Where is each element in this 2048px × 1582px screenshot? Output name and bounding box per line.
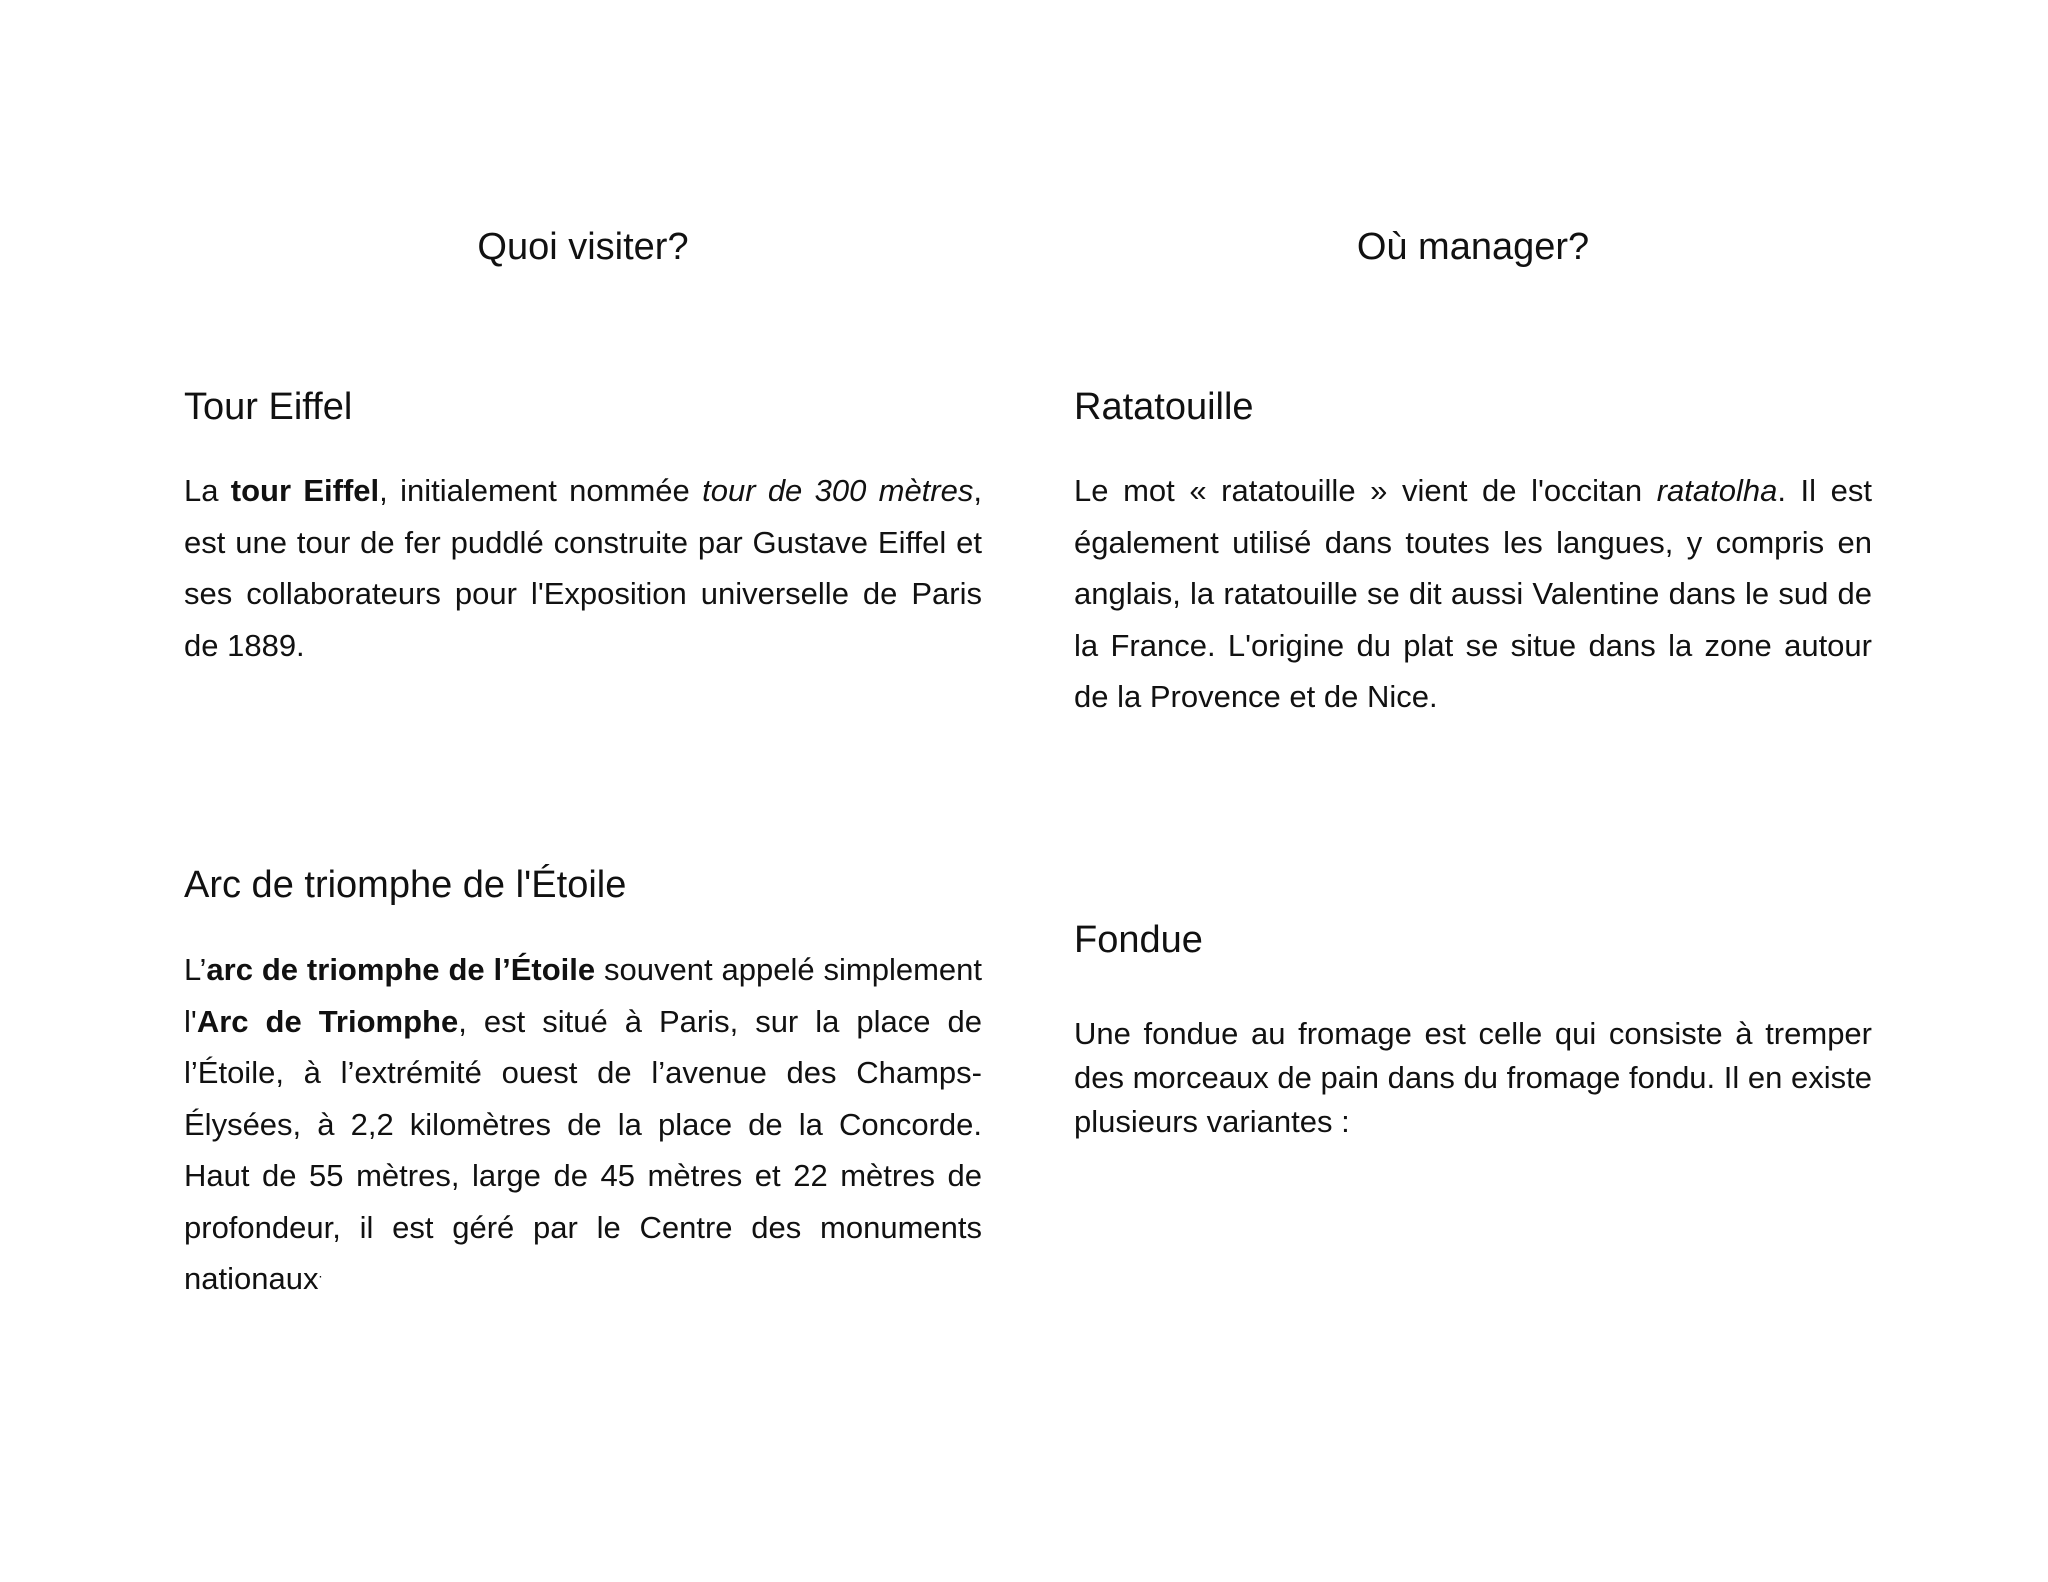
section-title-ratatouille: Ratatouille [1074,386,1254,428]
text-run: Une fondue au fromage est celle qui consiste à tremper des morceaux de pain dans du fromage fondu. Il en existe plusieurs variantes : [1074,1016,1872,1139]
text-run: L’ [184,952,207,987]
text-run: Le mot « ratatouille » vient de l'occitan [1074,473,1657,508]
left-column-heading: Quoi visiter? [477,226,689,268]
italic-term: tour de 300 mètres [702,473,974,508]
paragraph-ratatouille [1074,465,1872,723]
paragraph-fondue [1074,1012,1872,1144]
bold-term: tour Eiffel [230,473,380,508]
right-column-heading: Où manager? [1356,226,1590,268]
section-title-tour-eiffel: Tour Eiffel [184,386,353,428]
paragraph-arc-de-triomphe [184,944,982,1305]
text-run: , est une tour de fer puddlé construite par Gustave Eiffel et ses collaborateurs pour l'Exposition universelle de Paris de 1889. [184,473,982,663]
bold-term: arc de triomphe de l’Étoile [206,952,596,987]
text-run: , initialement nommée [379,473,703,508]
paragraph-tour-eiffel [184,465,982,671]
text-run: souvent appelé simplement l' [184,952,982,1039]
footnote-mark: . [318,1264,323,1281]
section-title-fondue: Fondue [1074,919,1203,961]
bold-term: Arc de Triomphe [196,1003,459,1039]
section-title-arc-de-triomphe: Arc de triomphe de l'Étoile [184,864,627,906]
text-run: . Il est également utilisé dans toutes les langues, y compris en anglais, la ratatouille se dit aussi Valentine dans le sud de la France. L'origine du plat se situe dans la zone autour de la Provence et de Nice. [1074,473,1872,714]
italic-term: ratatolha [1656,473,1778,508]
text-run: , est situé à Paris, sur la place de l’Étoile, à l’extrémité ouest de l’avenue des Champs-Élysées, à 2,2 kilomètres de la place de la Concorde. Haut de 55 mètres, large de 45 mètres et 22 mètres de profondeur, il est géré par le Centre des monuments nationaux [184,1003,982,1296]
text-run: La [184,473,231,508]
